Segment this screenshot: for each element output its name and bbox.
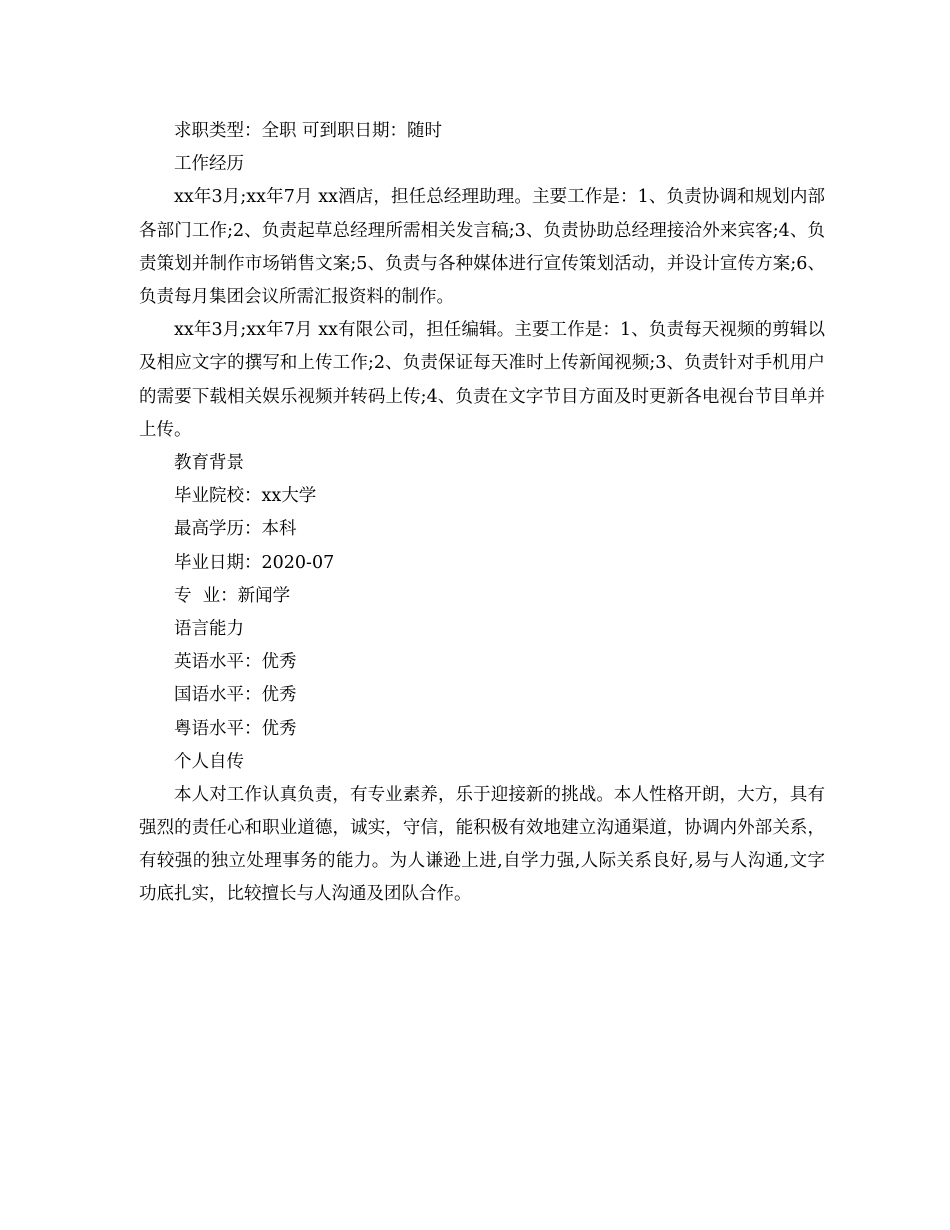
work-experience-item: xx年3月;xx年7月 xx酒店，担任总经理助理。主要工作是：1、负责协调和规划内部各部门工作;2、负责起草总经理所需相关发言稿;3、负责协助总经理接洽外来宾客;4、负责策划并制作市场销售文案;5、负责与各种媒体进行宣传策划活动，并设计宣传方案;6、负责每月集团会议所需汇报资料的制作。 — [139, 187, 825, 307]
education-major: 专 业：新闻学 — [174, 585, 291, 606]
language-mandarin: 国语水平：优秀 — [174, 685, 297, 706]
work-experience-heading: 工作经历 — [174, 154, 244, 175]
education-degree: 最高学历：本科 — [174, 519, 297, 540]
job-type-line: 求职类型：全职 可到职日期：随时 — [174, 121, 443, 141]
resume-body — [139, 115, 825, 912]
education-heading: 教育背景 — [174, 453, 244, 473]
work-experience-item: xx年3月;xx年7月 xx有限公司，担任编辑。主要工作是：1、负责每天视频的剪辑以及相应文字的撰写和上传工作;2、负责保证每天准时上传新闻视频;3、负责针对手机用户的需要下载相关娱乐视频并转码上传;4、负责在文字节目方面及时更新各电视台节目单并上传。 — [139, 320, 825, 440]
language-english: 英语水平：优秀 — [174, 652, 297, 673]
language-heading: 语言能力 — [174, 618, 244, 639]
self-intro-text: 本人对工作认真负责，有专业素养，乐于迎接新的挑战。本人性格开朗，大方，具有强烈的责任心和职业道德，诚实，守信，能积极有效地建立沟通渠道，协调内外部关系，有较强的独立处理事务的能力。为人谦逊上进,自学力强,人际关系良好,易与人沟通,文字功底扎实，比较擅长与人沟通及团队合作。 — [139, 784, 825, 905]
self-intro-heading: 个人自传 — [174, 751, 244, 772]
education-grad-date: 毕业日期：2020-07 — [174, 552, 335, 573]
education-school: 毕业院校：xx大学 — [174, 486, 317, 507]
language-cantonese: 粤语水平：优秀 — [174, 718, 297, 739]
